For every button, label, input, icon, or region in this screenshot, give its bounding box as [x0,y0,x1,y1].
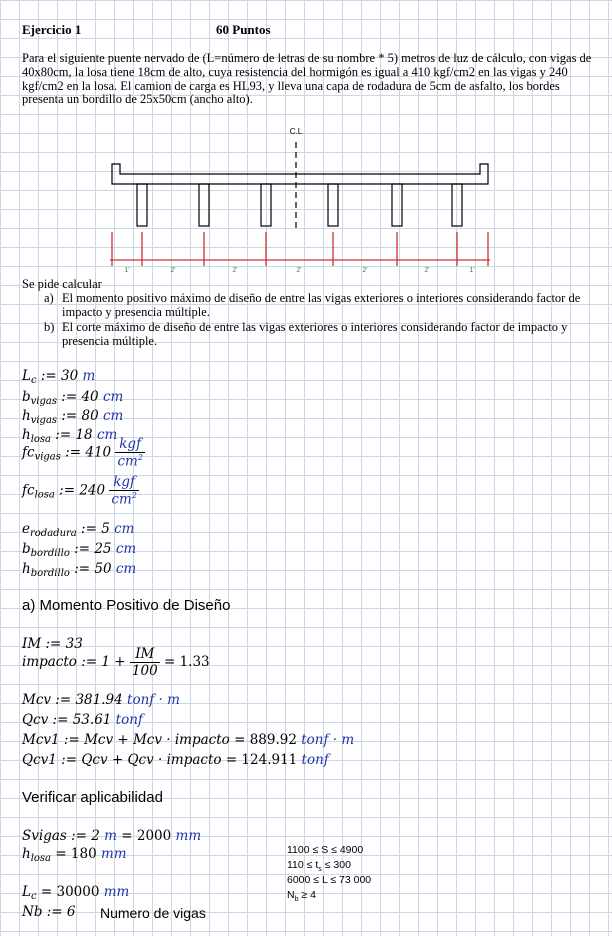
var-hlosa: $h_{losa}$ := 18 cm [22,427,118,445]
calc-Qcv1: Qcv1 := Qcv + Qcv · impacto = 124.911 tonf [22,752,329,768]
section-title-moment: a) Momento Positivo de Diseño [22,597,231,614]
calc-IM: IM := 33 [22,636,83,652]
var-erodadura: $e_{rodadura}$ := 5 cm [22,521,135,539]
ask-intro: Se pide calcular [22,277,102,291]
calc-impacto: impacto := 1 + $\frac{IM}{100}$ = 1.33 [22,646,210,679]
dimension-label: 2' [424,267,430,274]
dimension-label: 2' [362,267,368,274]
var-bvigas: $b_{vigas}$ := 40 cm [22,389,124,407]
verify-Lc: $L_c = 30000$ mm [22,884,130,902]
limit-S: 1100 ≤ S ≤ 4900 [287,844,364,856]
verify-Nb-note: Numero de vigas [100,905,206,921]
limit-Nb: $N_b \ge 4$ [287,889,316,904]
var-hvigas: $h_{vigas}$ := 80 cm [22,408,124,426]
limit-L: 6000 ≤ L ≤ 73 000 [287,874,372,886]
points-label: 60 Puntos [216,22,271,37]
dimension-label: 1' [469,267,475,274]
dimension-label: 2' [170,267,176,274]
verify-Nb: Nb := 6 [22,904,76,920]
problem-statement: Para el siguiente puente nervado de (L=número de letras de su nombre * 5) metros de luz de cálculo, con vigas de 40x80cm, la losa tiene 18cm de alto, cuya resistencia del hormigón es igual a 410 kgf/cm2 en las vigas y 240 kgf/cm2 en la losa. El camion de carga es HL93, y lleva una capa de rodadura de 5cm de asfalto, los bordes presenta un bordillo de 25x50cm (ancho alto). [22,51,592,107]
var-Lc: $L_c$ := 30 m [22,368,96,386]
limit-ts: $110 \le t_s \le 300$ [287,859,351,874]
var-bbordillo: $b_{bordillo}$ := 25 cm [22,541,137,559]
dimension-label: 1' [124,267,130,274]
exercise-title: Ejercicio 1 [22,22,82,37]
dimension-label: 2' [232,267,238,274]
calc-Mcv: Mcv := 381.94 tonf · m [22,692,180,708]
var-hbordillo: $h_{bordillo}$ := 50 cm [22,561,137,579]
bridge-cross-section-diagram [100,120,500,278]
dimension-label: 2' [296,267,302,274]
section-title-verify: Verificar aplicabilidad [22,789,163,806]
calc-Qcv: Qcv := 53.61 tonf [22,712,143,728]
var-fclosa: $fc_{losa}$ := 240 $\frac{\text{kgf}}{cm^2}$ [22,474,137,508]
ask-item-b: b) El corte máximo de diseño de entre las vigas exteriores o interiores considerando factor de impacto y presencia múltiple. [44,320,568,348]
centerline-label: C.L [289,127,303,136]
var-fcvigas: $fc_{vigas}$ := 410 $\frac{\text{kgf}}{cm^2}$ [22,436,143,470]
verify-Svigas: Svigas := 2 m = 2000 mm [22,828,202,844]
verify-hlosa: $h_{losa} = 180$ mm [22,846,127,864]
calc-Mcv1: Mcv1 := Mcv + Mcv · impacto = 889.92 tonf · m [22,732,355,748]
ask-item-a: a) El momento positivo máximo de diseño de entre las vigas exteriores o interiores considerando factor de impacto y presencia múltiple. [44,291,581,319]
